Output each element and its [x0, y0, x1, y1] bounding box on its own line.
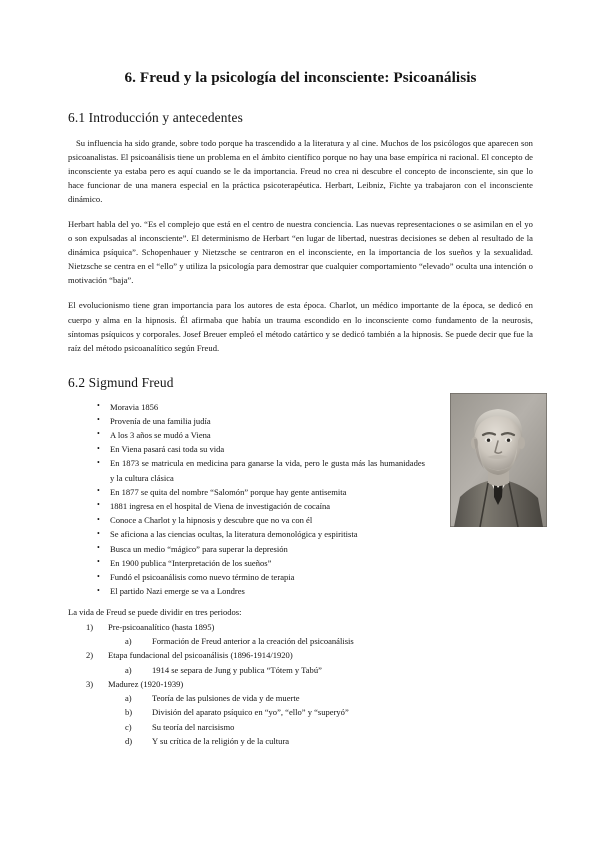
period-subitem [108, 634, 533, 648]
period-sub-label: 1914 se separa de Jung y publica “Tótem y Tabú” [152, 664, 322, 675]
period-sub-marker: a) [125, 664, 132, 675]
period-marker: 1) [86, 621, 94, 632]
list-item: • El partido Nazi emerge se va a Londres [68, 584, 533, 598]
section-heading-introduccion: 6.1 Introducción y antecedentes [68, 109, 243, 125]
period-sub-label: Y su crítica de la religión y de la cultura [152, 735, 290, 746]
period-marker: 2) [86, 650, 94, 661]
period-subitem [108, 720, 533, 734]
freud-periods-list [68, 620, 533, 749]
page-title: 6. Freud y la psicología del inconsciente: Psicoanálisis [124, 69, 477, 86]
list-item: • Se aficiona a las ciencias ocultas, la literatura demonológica y espiritista [68, 527, 533, 541]
period-sub-marker: a) [125, 693, 132, 704]
list-item: • En 1900 publica “Interpretación de los sueños” [68, 556, 533, 570]
period-label: Madurez (1920-1939) [108, 678, 184, 689]
period-subitem [108, 691, 533, 705]
period-item [68, 620, 533, 649]
period-item [68, 677, 533, 748]
period-sub-marker: b) [125, 707, 133, 718]
list-item: • En 1873 se matricula en medicina para ganarse la vida, pero le gusta más las humanidades y la cultura clásica [68, 456, 533, 484]
period-subitem [108, 663, 533, 677]
list-item: • En 1877 se quita del nombre “Salomón” porque hay gente antisemita [68, 485, 533, 499]
list-item: • Busca un medio “mágico” para superar la depresión [68, 542, 533, 556]
list-item: • En Viena pasará casi toda su vida [68, 442, 533, 456]
list-item: • 1881 ingresa en el hospital de Viena de investigación de cocaína [68, 499, 533, 513]
list-item: • Conoce a Charlot y la hipnosis y descubre que no va con él [68, 513, 533, 527]
period-sub-marker: d) [125, 735, 133, 746]
list-item: • Moravia 1856 [68, 400, 533, 414]
section-heading-sigmund-freud: 6.2 Sigmund Freud [68, 374, 174, 390]
list-item: • A los 3 años se mudó a Viena [68, 428, 533, 442]
period-sublist [108, 663, 533, 677]
period-sub-label: División del aparato psíquico en “yo”, “ello” y “superyó” [152, 707, 349, 718]
period-label: Etapa fundacional del psicoanálisis (1896-1914/1920) [108, 650, 293, 661]
period-item [68, 648, 533, 677]
paragraph-evolucionismo: El evolucionismo tiene gran importancia para los autores de esta época. Charlot, un médico importante de la época, se dedicó en cuerpo y alma en la hipnosis. Él afirmaba que había un trauma escondido en lo inconsciente como fundamento de la neurosis, síntomas psíquicos y corporales. Josef Breuer empleó el método catártico y se dedicó también a la hipnosis. Se puede decir que fue la raíz del método psicoanalítico según Freud. [68, 300, 533, 353]
period-sub-marker: a) [125, 635, 132, 646]
period-sublist [108, 691, 533, 748]
period-marker: 3) [86, 678, 94, 689]
periods-intro-text: La vida de Freud se puede dividir en tres periodos: [68, 607, 242, 618]
period-sub-label: Teoría de las pulsiones de vida y de muerte [152, 693, 300, 704]
list-item: • Provenía de una familia judía [68, 414, 533, 428]
freud-biography-list [68, 400, 533, 599]
period-sub-marker: c) [125, 721, 132, 732]
list-item: • Fundó el psicoanálisis como nuevo término de terapia [68, 570, 533, 584]
period-subitem [108, 734, 533, 748]
period-sublist [108, 634, 533, 648]
period-sub-label: Su teoría del narcisismo [152, 721, 235, 732]
period-sub-label: Formación de Freud anterior a la creación del psicoanálisis [152, 635, 354, 646]
paragraph-herbart: Herbart habla del yo. “Es el complejo que está en el centro de nuestra conciencia. Las nuevas representaciones o se asimilan en el yo o son expulsadas al inconsciente”. El determinismo de Herbart “en lugar de libertad, nuestras decisiones se deben al resultado de la dinámica psíquica”. Schopenhauer y Nietzsche se centraron en el inconsciente, en la importancia de los sueños y la sexualidad. Nietzsche se centra en el “ello” y utiliza la psicología para demostrar que cualquier comportamiento “elevado” oculta una intención o motivación “baja”. [68, 218, 533, 286]
paragraph-influencia: Su influencia ha sido grande, sobre todo porque ha trascendido a la literatura y al cine. Muchos de los psicólogos que aparecen son psicoanalistas. El psicoanálisis tiene un problema en el ámbito científico porque no hay una base empírica ni racional. El concepto de inconsciente ya estaba pero es aquí cuando se le da importancia. Freud no crea ni descubre el concepto de inconsciente, sin que lo hace funcionar de una manera especial en la práctica psicoterapéutica. Herbart, Leibniz, Fichte ya trabajaron con el inconsciente dinámico. [68, 137, 533, 204]
period-label: Pre-psicoanalítico (hasta 1895) [108, 621, 215, 632]
period-subitem [108, 705, 533, 719]
